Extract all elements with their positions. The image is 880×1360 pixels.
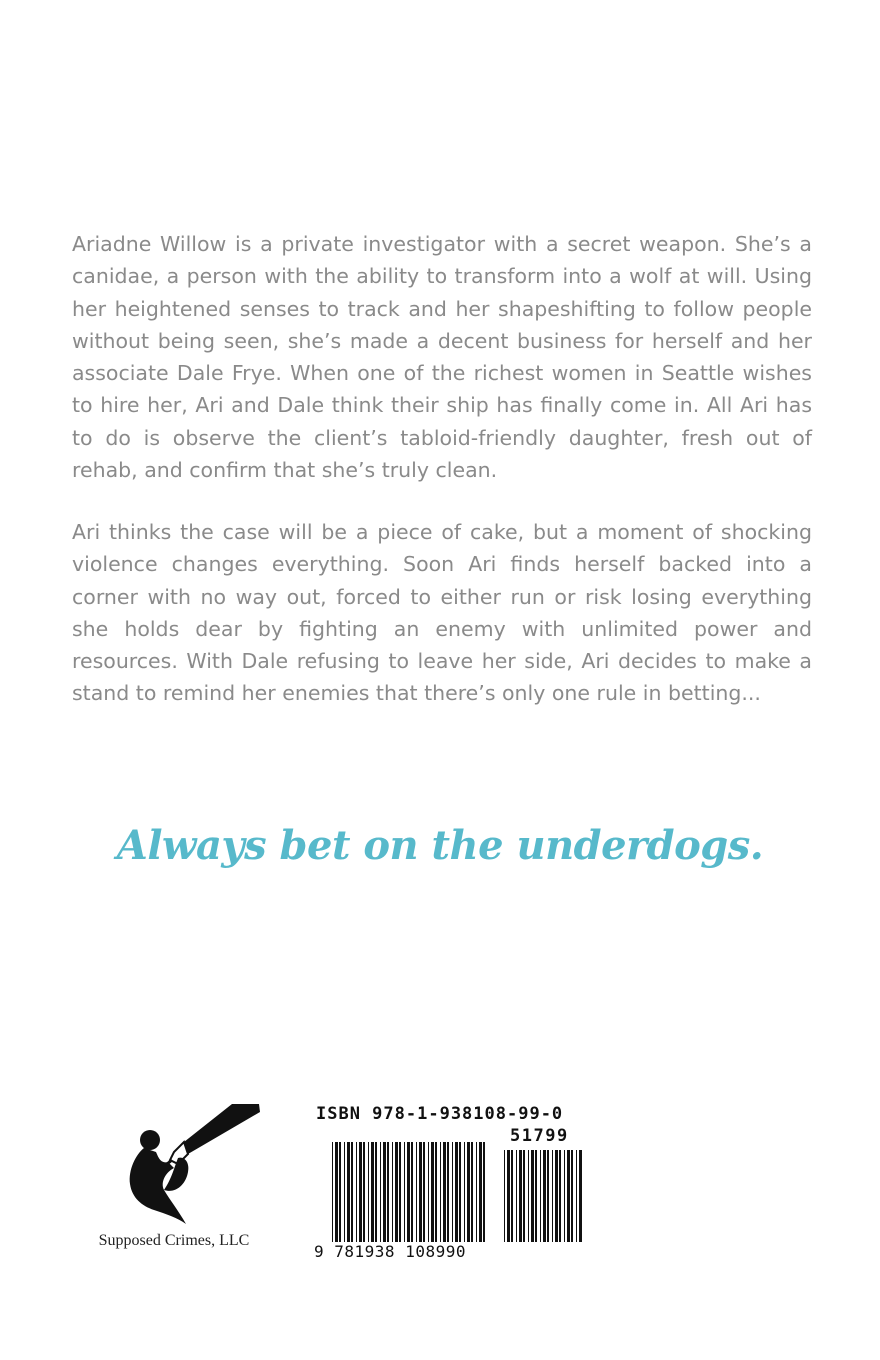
- isbn-label: ISBN 978-1-938108-99-0: [316, 1104, 564, 1124]
- isbn-barcode: [312, 1104, 592, 1264]
- blurb-paragraph-1: Ariadne Willow is a private investigator with a secret weapon. She’s a canidae, a person with the ability to transform into a wolf at will. Using her heightened senses to track and her shapeshifting to follow people without being seen, she’s made a decent business for herself and her associate Dale Frye. When one of the richest women in Seattle wishes to hire her, Ari and Dale think their ship has finally come in. All Ari has to do is observe the client’s tabloid-friendly daughter, fresh out of rehab, and confirm that she’s truly clean.: [72, 232, 812, 483]
- publisher-name: Supposed Crimes, LLC: [98, 1232, 250, 1249]
- barcode-bars: [312, 1142, 592, 1242]
- mermaid-pen-icon: [114, 1102, 264, 1230]
- blurb-paragraph-2: Ari thinks the case will be a piece of cake, but a moment of shocking violence changes everything. Soon Ari finds herself backed into a corner with no way out, forced to either run or risk losing everything she holds dear by fighting an enemy with unlimited power and resources. With Dale refusing to leave her side, Ari decides to make a stand to remind her enemies that there’s only one rule in betting...: [72, 520, 812, 706]
- tagline: Always bet on the underdogs.: [116, 822, 764, 869]
- price-code: 51799: [510, 1126, 569, 1146]
- publisher-logo: [84, 1102, 264, 1262]
- ean-digits: 9 781938 108990: [314, 1242, 466, 1261]
